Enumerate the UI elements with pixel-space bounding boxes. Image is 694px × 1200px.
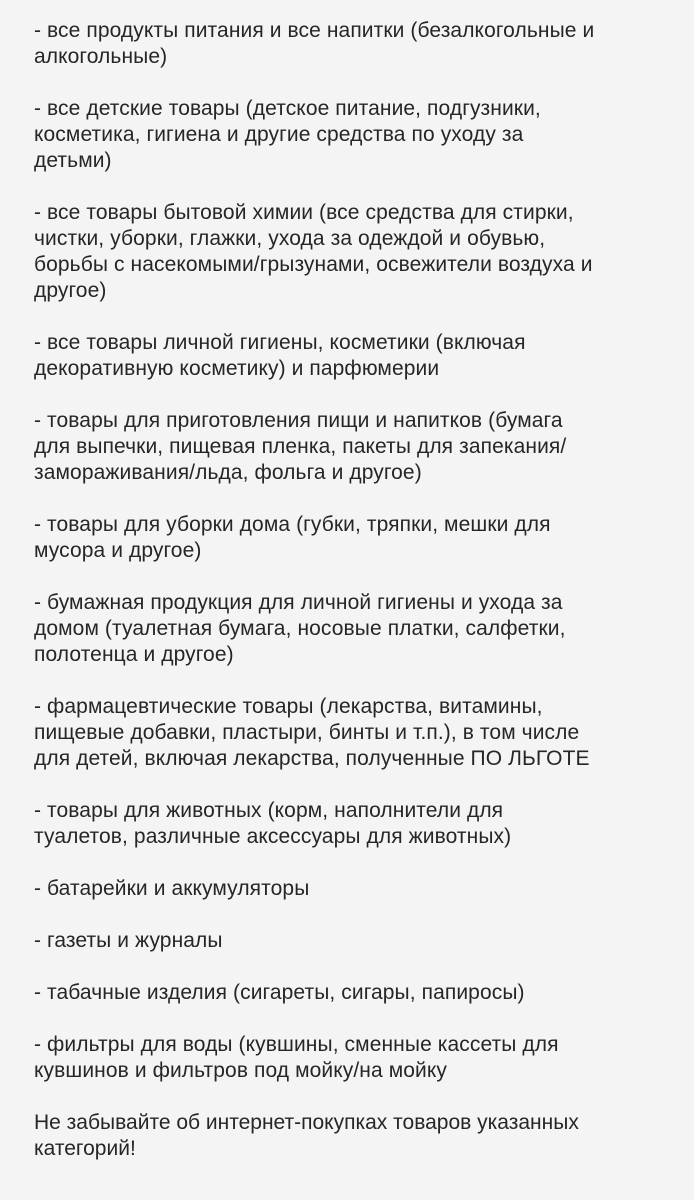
item-line: пищевые добавки, пластыри, бинты и т.п.), в том числе xyxy=(34,721,580,744)
item-line: - табачные изделия (сигареты, сигары, папиросы) xyxy=(34,981,525,1004)
list-item-pharmaceuticals xyxy=(34,694,672,772)
item-line: для выпечки, пищевая пленка, пакеты для запекания/ xyxy=(34,435,567,458)
item-line: домом (туалетная бумага, носовые платки, салфетки, xyxy=(34,617,566,640)
item-line: для детей, включая лекарства, полученные ПО ЛЬГОТЕ xyxy=(34,747,590,770)
item-line: - батарейки и аккумуляторы xyxy=(34,877,310,900)
list-item-pet-goods xyxy=(34,798,672,850)
item-line: замораживания/льда, фольга и другое) xyxy=(34,461,422,484)
item-line: детьми) xyxy=(34,149,112,172)
item-line: - газеты и журналы xyxy=(34,929,223,952)
list-item-children-goods xyxy=(34,96,672,174)
footer-line: категорий! xyxy=(34,1137,136,1160)
item-line: декоративную косметику) и парфюмерии xyxy=(34,357,440,380)
item-line: - все детские товары (детское питание, подгузники, xyxy=(34,97,541,120)
list-item-batteries xyxy=(34,876,672,902)
item-line: другое) xyxy=(34,279,107,302)
list-item-tobacco xyxy=(34,980,672,1006)
item-line: алкогольные) xyxy=(34,45,168,68)
item-line: - товары для уборки дома (губки, тряпки, мешки для xyxy=(34,513,551,536)
item-line: кувшинов и фильтров под мойку/на мойку xyxy=(34,1059,447,1082)
item-list xyxy=(34,18,672,1084)
item-line: - все товары бытовой химии (все средства для стирки, xyxy=(34,201,574,224)
list-item-newspapers xyxy=(34,928,672,954)
list-item-water-filters xyxy=(34,1032,672,1084)
item-line: борьбы с насекомыми/грызунами, освежители воздуха и xyxy=(34,253,593,276)
item-line: туалетов, различные аксессуары для животных) xyxy=(34,825,512,848)
item-line: - товары для животных (корм, наполнители для xyxy=(34,799,504,822)
list-item-household-chemicals xyxy=(34,200,672,304)
item-line: - все продукты питания и все напитки (безалкогольные и xyxy=(34,19,595,42)
item-line: косметика, гигиена и другие средства по уходу за xyxy=(34,123,524,146)
item-line: - бумажная продукция для личной гигиены и ухода за xyxy=(34,591,563,614)
list-item-cleaning-goods xyxy=(34,512,672,564)
item-line: - фармацевтические товары (лекарства, витамины, xyxy=(34,695,543,718)
list-item-personal-hygiene xyxy=(34,330,672,382)
item-line: - товары для приготовления пищи и напитков (бумага xyxy=(34,409,563,432)
footer-note xyxy=(34,1110,672,1162)
list-item-food-drinks xyxy=(34,18,672,70)
item-line: полотенца и другое) xyxy=(34,643,234,666)
item-line: - все товары личной гигиены, косметики (включая xyxy=(34,331,526,354)
footer-line: Не забывайте об интернет-покупках товаров указанных xyxy=(34,1111,579,1134)
item-line: чистки, уборки, глажки, ухода за одеждой и обувью, xyxy=(34,227,546,250)
item-line: - фильтры для воды (кувшины, сменные кассеты для xyxy=(34,1033,559,1056)
item-line: мусора и другое) xyxy=(34,539,202,562)
list-item-paper-products xyxy=(34,590,672,668)
list-item-cooking-goods xyxy=(34,408,672,486)
